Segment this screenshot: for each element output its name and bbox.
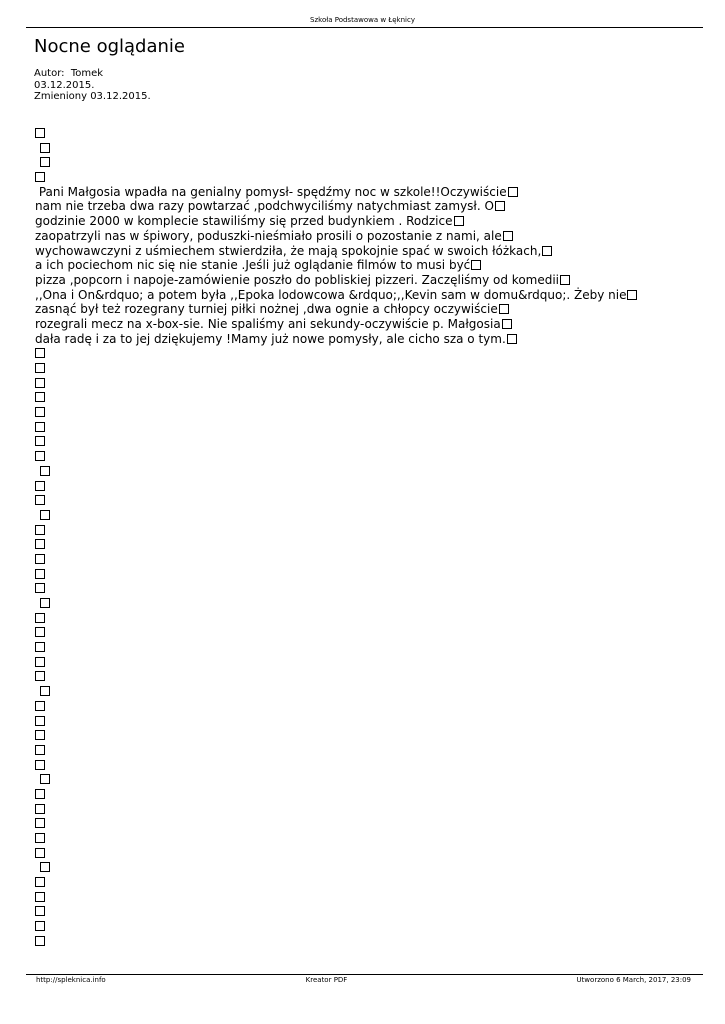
author-line: Autor: Tomek xyxy=(34,68,104,79)
paragraph-line xyxy=(35,185,695,200)
missing-glyph-icon xyxy=(471,260,481,270)
empty-line-box xyxy=(35,684,695,699)
site-header: Szkoła Podstawowa w Łęknicy xyxy=(310,16,415,24)
missing-glyph-icon xyxy=(454,216,464,226)
paragraph-line-text: ,,Ona i On&rdquo; a potem była ,,Epoka lodowcowa &rdquo;,,Kevin sam w domu&rdquo;. Żeby nie xyxy=(35,287,627,302)
empty-line-box xyxy=(35,860,695,875)
missing-glyph-icon xyxy=(35,348,45,358)
missing-glyph-icon xyxy=(35,892,45,902)
missing-glyph-icon xyxy=(40,598,50,608)
missing-glyph-icon xyxy=(35,451,45,461)
paragraph-line-text: zasnąć był też rozegrany turniej piłki nożnej ,dwa ognie a chłopcy oczywiście xyxy=(35,302,498,317)
empty-line-box xyxy=(35,596,695,611)
missing-glyph-icon xyxy=(35,877,45,887)
paragraph-line xyxy=(35,244,695,259)
page-title: Nocne oglądanie xyxy=(34,36,185,57)
paragraph-line xyxy=(35,332,695,347)
missing-glyph-icon xyxy=(35,569,45,579)
article-body xyxy=(35,126,695,949)
empty-line-box xyxy=(35,420,695,435)
empty-line-box xyxy=(35,449,695,464)
missing-glyph-icon xyxy=(35,671,45,681)
empty-line-box xyxy=(35,934,695,949)
missing-glyph-icon xyxy=(40,143,50,153)
missing-glyph-icon xyxy=(627,290,637,300)
missing-glyph-icon xyxy=(40,510,50,520)
empty-line-box xyxy=(35,390,695,405)
missing-glyph-icon xyxy=(35,818,45,828)
footer-url-link[interactable]: http://spleknica.info xyxy=(36,976,106,984)
missing-glyph-icon xyxy=(35,760,45,770)
missing-glyph-icon xyxy=(35,642,45,652)
empty-line-box xyxy=(35,479,695,494)
missing-glyph-icon xyxy=(35,657,45,667)
missing-glyph-icon xyxy=(35,128,45,138)
missing-glyph-icon xyxy=(35,613,45,623)
modified-date: Zmieniony 03.12.2015. xyxy=(34,91,151,102)
empty-line-box xyxy=(35,567,695,582)
empty-line-box xyxy=(35,890,695,905)
empty-line-box xyxy=(35,493,695,508)
missing-glyph-icon xyxy=(35,392,45,402)
missing-glyph-icon xyxy=(35,554,45,564)
missing-glyph-icon xyxy=(495,201,505,211)
paragraph-line xyxy=(35,258,695,273)
missing-glyph-icon xyxy=(499,304,509,314)
empty-line-box xyxy=(35,714,695,729)
missing-glyph-icon xyxy=(35,407,45,417)
missing-glyph-icon xyxy=(35,422,45,432)
missing-glyph-icon xyxy=(35,495,45,505)
empty-line-box xyxy=(35,640,695,655)
paragraph-line xyxy=(35,214,695,229)
missing-glyph-icon xyxy=(40,862,50,872)
paragraph-line xyxy=(35,199,695,214)
missing-glyph-icon xyxy=(35,539,45,549)
missing-glyph-icon xyxy=(35,921,45,931)
missing-glyph-icon xyxy=(40,774,50,784)
empty-line-box xyxy=(35,846,695,861)
empty-line-box xyxy=(35,669,695,684)
missing-glyph-icon xyxy=(35,378,45,388)
paragraph-line-text: dała radę i za to jej dziękujemy !Mamy już nowe pomysły, ale cicho sza o tym. xyxy=(35,331,506,346)
footer-created: Utworzono 6 March, 2017, 23:09 xyxy=(576,976,691,984)
empty-line-box xyxy=(35,728,695,743)
empty-line-box xyxy=(35,802,695,817)
missing-glyph-icon xyxy=(35,745,45,755)
missing-glyph-icon xyxy=(40,686,50,696)
article-paragraph xyxy=(35,185,695,347)
header-divider xyxy=(26,27,703,28)
missing-glyph-icon xyxy=(35,583,45,593)
missing-glyph-icon xyxy=(502,319,512,329)
empty-line-box xyxy=(35,904,695,919)
empty-line-box xyxy=(35,611,695,626)
paragraph-line-text: nam nie trzeba dwa razy powtarzać ,podchwyciliśmy natychmiast zamysł. O xyxy=(35,199,494,214)
missing-glyph-icon xyxy=(35,436,45,446)
empty-line-box xyxy=(35,552,695,567)
paragraph-line-text: wychowawczyni z uśmiechem stwierdziła, że mają spokojnie spać w swoich łóżkach, xyxy=(35,243,542,258)
paragraph-line xyxy=(35,273,695,288)
paragraph-line xyxy=(35,229,695,244)
empty-line-box xyxy=(35,155,695,170)
missing-glyph-icon xyxy=(35,363,45,373)
empty-line-box xyxy=(35,625,695,640)
paragraph-line-text: Pani Małgosia wpadła na genialny pomysł- spędźmy noc w szkole!!Oczywiście xyxy=(35,184,507,199)
empty-line-box xyxy=(35,787,695,802)
missing-glyph-icon xyxy=(35,906,45,916)
empty-line-box xyxy=(35,875,695,890)
missing-glyph-icon xyxy=(35,525,45,535)
empty-line-box xyxy=(35,126,695,141)
missing-glyph-icon xyxy=(35,936,45,946)
missing-glyph-icon xyxy=(40,466,50,476)
empty-line-box xyxy=(35,655,695,670)
empty-line-box xyxy=(35,699,695,714)
paragraph-line-text: godzinie 2000 w komplecie stawiliśmy się przed budynkiem . Rodzice xyxy=(35,214,453,229)
empty-line-box xyxy=(35,537,695,552)
missing-glyph-icon xyxy=(35,833,45,843)
empty-line-box xyxy=(35,464,695,479)
empty-line-box xyxy=(35,434,695,449)
trailing-box-group xyxy=(35,346,695,948)
empty-line-box xyxy=(35,772,695,787)
paragraph-line xyxy=(35,302,695,317)
empty-line-box xyxy=(35,816,695,831)
empty-line-box xyxy=(35,376,695,391)
empty-line-box xyxy=(35,361,695,376)
paragraph-line xyxy=(35,288,695,303)
empty-line-box xyxy=(35,523,695,538)
empty-line-box xyxy=(35,346,695,361)
missing-glyph-icon xyxy=(40,157,50,167)
paragraph-line xyxy=(35,317,695,332)
footer-divider xyxy=(26,974,703,975)
missing-glyph-icon xyxy=(35,481,45,491)
missing-glyph-icon xyxy=(542,246,552,256)
empty-line-box xyxy=(35,831,695,846)
missing-glyph-icon xyxy=(560,275,570,285)
empty-line-box xyxy=(35,170,695,185)
paragraph-line-text: pizza ,popcorn i napoje-zamówienie poszło do pobliskiej pizzeri. Zaczęliśmy od komedii xyxy=(35,272,560,287)
leading-box-group xyxy=(35,126,695,185)
empty-line-box xyxy=(35,919,695,934)
publish-date: 03.12.2015. xyxy=(34,79,95,91)
footer-generator: Kreator PDF xyxy=(305,976,348,984)
empty-line-box xyxy=(35,743,695,758)
missing-glyph-icon xyxy=(35,730,45,740)
missing-glyph-icon xyxy=(35,804,45,814)
paragraph-line-text: a ich pociechom nic się nie stanie .Jeśli już oglądanie filmów to musi być xyxy=(35,258,471,273)
missing-glyph-icon xyxy=(35,789,45,799)
empty-line-box xyxy=(35,508,695,523)
empty-line-box xyxy=(35,581,695,596)
missing-glyph-icon xyxy=(35,627,45,637)
missing-glyph-icon xyxy=(35,716,45,726)
missing-glyph-icon xyxy=(35,701,45,711)
paragraph-line-text: rozegrali mecz na x-box-sie. Nie spaliśmy ani sekundy-oczywiście p. Małgosia xyxy=(35,316,501,331)
missing-glyph-icon xyxy=(35,848,45,858)
empty-line-box xyxy=(35,405,695,420)
missing-glyph-icon xyxy=(35,172,45,182)
paragraph-line-text: zaopatrzyli nas w śpiwory, poduszki-nieśmiało prosili o pozostanie z nami, ale xyxy=(35,228,502,243)
missing-glyph-icon xyxy=(508,187,518,197)
empty-line-box xyxy=(35,141,695,156)
empty-line-box xyxy=(35,758,695,773)
article-meta xyxy=(34,68,151,103)
missing-glyph-icon xyxy=(503,231,513,241)
missing-glyph-icon xyxy=(507,334,517,344)
